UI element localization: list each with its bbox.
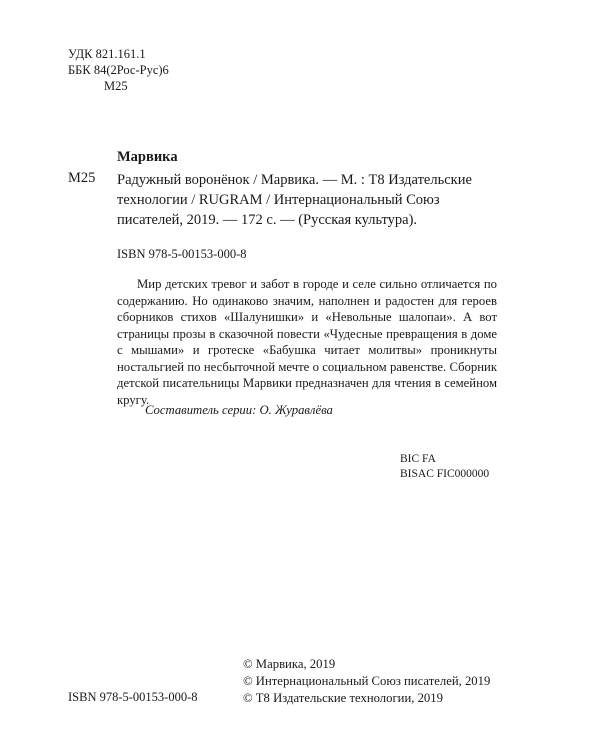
copyright-line: © Т8 Издательские технологии, 2019: [243, 691, 443, 705]
bic-code: BIC FA: [400, 453, 436, 465]
subject-codes: [400, 452, 489, 482]
footer-isbn: ISBN 978-5-00153-000-8: [68, 690, 198, 704]
isbn: ISBN 978-5-00153-000-8: [117, 247, 247, 261]
bisac-code: BISAC FIC000000: [400, 468, 490, 480]
copyright-line: © Марвика, 2019: [243, 657, 336, 671]
author-sign-code: М25: [68, 170, 96, 186]
author-name: Марвика: [117, 149, 178, 165]
bbk-code: ББК 84(2Рос-Рус)6: [68, 63, 169, 77]
classification-block: [68, 46, 169, 94]
bibliographic-description: Радужный воронёнок / Марвика. — М. : Т8 Издательские технологии / RUGRAM / Интернациональный Союз писателей, 2019. — 172 с. — (Русская культура).: [117, 172, 472, 228]
copyright-lines: [243, 656, 490, 707]
udk-code: УДК 821.161.1: [68, 47, 146, 61]
annotation-text: Мир детских тревог и забот в городе и селе сильно отличается по содержанию. Но одинаково значим, наполнен и радостен для героев сборников стихов «Шалунишки» и «Невольные шалопаи». А вот страницы прозы в сказочной повести «Чудесные превращения в доме с мышами» и гротеске «Бабушка читает молитвы» проникнуты ностальгией по несбыточной мечте о социальном равенстве. Сборник детской писательницы Марвики предназначен для чтения в семейном кругу.: [117, 277, 497, 407]
series-compiler: Составитель серии: О. Журавлёва: [145, 403, 333, 417]
copyright-line: © Интернациональный Союз писателей, 2019: [243, 674, 491, 688]
annotation: [117, 276, 497, 408]
author-sign: М25: [104, 79, 128, 93]
